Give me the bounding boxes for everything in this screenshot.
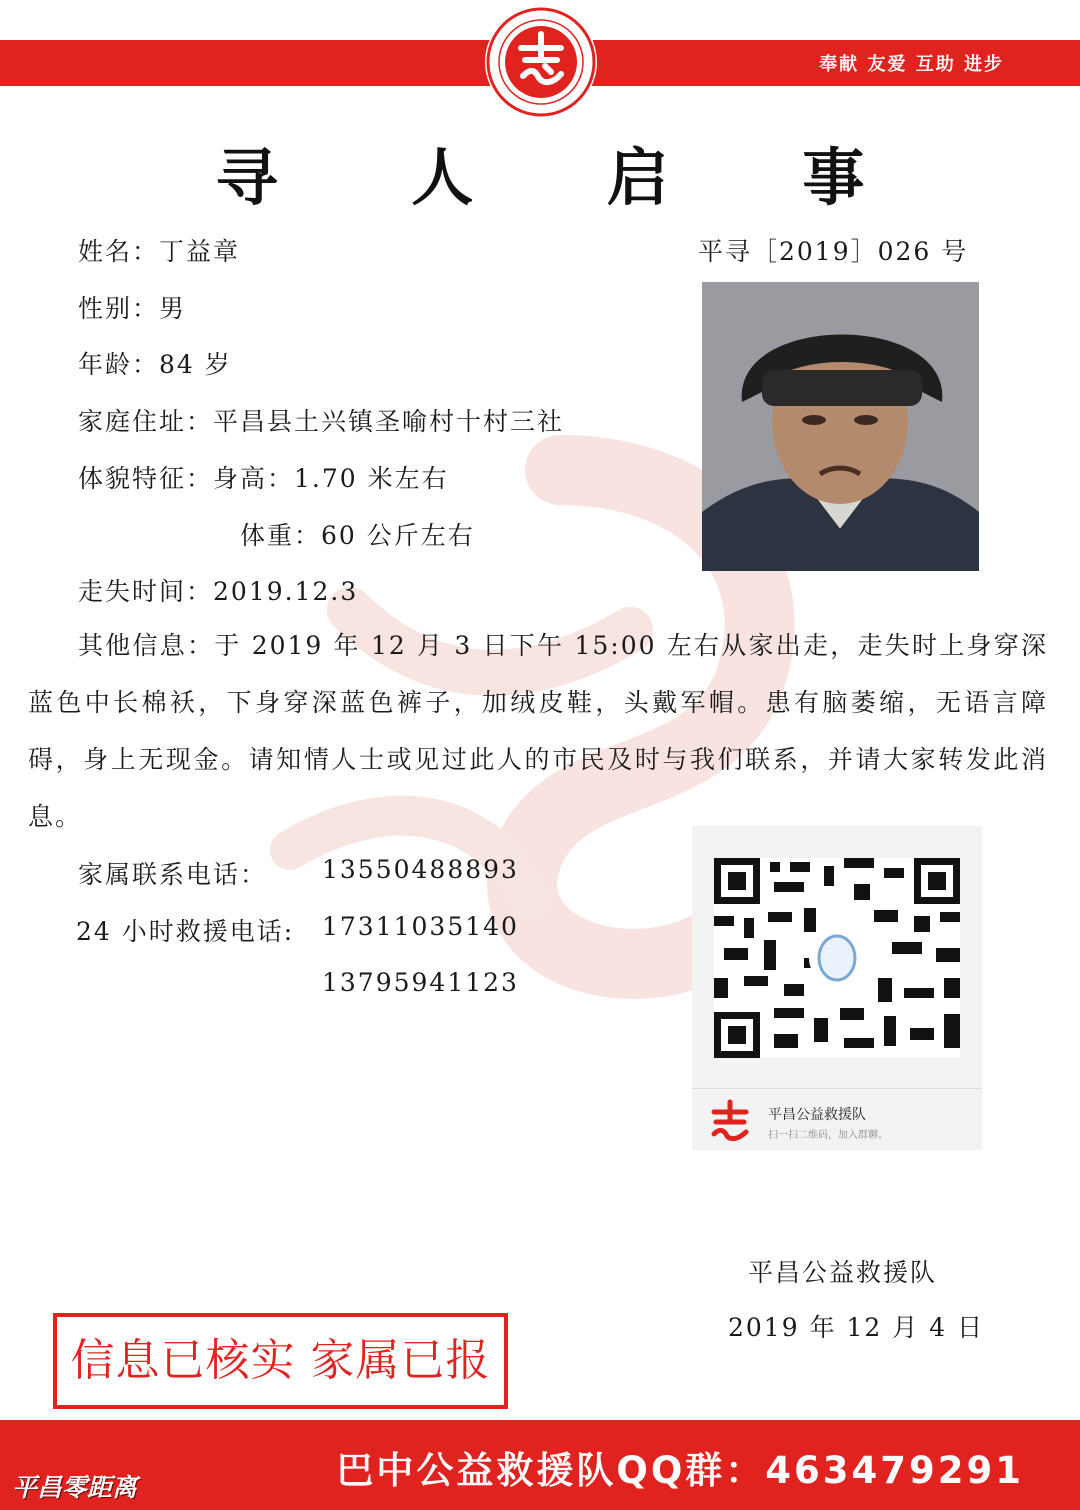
slogan-text: 奉献 友爱 互助 进步 <box>819 54 1004 75</box>
rescue-phone-2: 13795941123 <box>322 968 519 997</box>
qr-group-name: 平昌公益救援队 <box>768 1107 866 1123</box>
group-avatar-logo-icon <box>706 1098 754 1142</box>
rescue-phone-1: 17311035140 <box>322 912 519 941</box>
other-info-paragraph: 其他信息：于 2019 年 12 月 3 日下午 15:00 左右从家出走，走失时上身穿深蓝色中长棉袄，下身穿深蓝色裤子，加绒皮鞋，头戴军帽。患有脑萎缩，无语言障碍，身上无现金。请知情人士或见过此人的市民及时与我们联系，并请大家转发此消息。 <box>28 631 1048 831</box>
missing-person-photo <box>702 282 979 571</box>
qr-code-icon[interactable] <box>714 858 960 1058</box>
qr-hint: 扫一扫二维码，加入群聊。 <box>768 1130 888 1141</box>
missing-time-line: 走失时间：2019.12.3 <box>78 577 359 606</box>
volunteer-zhi-logo-icon <box>483 4 599 120</box>
qr-group-card[interactable] <box>692 826 982 1150</box>
signature-org: 平昌公益救援队 <box>748 1258 938 1287</box>
height-line: 体貌特征：身高：1.70 米左右 <box>78 464 449 493</box>
page-title: 寻 人 启 事 <box>215 141 921 214</box>
qr-card-divider <box>692 1088 982 1089</box>
gender-line: 性别：男 <box>78 294 187 323</box>
verified-stamp: 信息已核实 家属已报 <box>53 1313 508 1409</box>
age-line: 年龄：84 岁 <box>78 350 232 379</box>
qq-group-text: 巴中公益救援队QQ群：463479291 <box>336 1449 1024 1492</box>
family-phone: 13550488893 <box>322 855 519 884</box>
weight-line: 体重：60 公斤左右 <box>240 521 475 550</box>
family-phone-label: 家属联系电话： <box>78 860 268 889</box>
rescue-phone-label: 24 小时救援电话: <box>76 917 295 946</box>
signature-date: 2019 年 12 月 4 日 <box>728 1313 985 1342</box>
address-line: 家庭住址：平昌县土兴镇圣喻村十村三社 <box>78 407 565 436</box>
corner-watermark: 平昌零距离 <box>12 1473 138 1502</box>
name-line: 姓名：丁益章 <box>78 237 241 266</box>
case-number: 平寻［2019］026 号 <box>698 237 969 266</box>
